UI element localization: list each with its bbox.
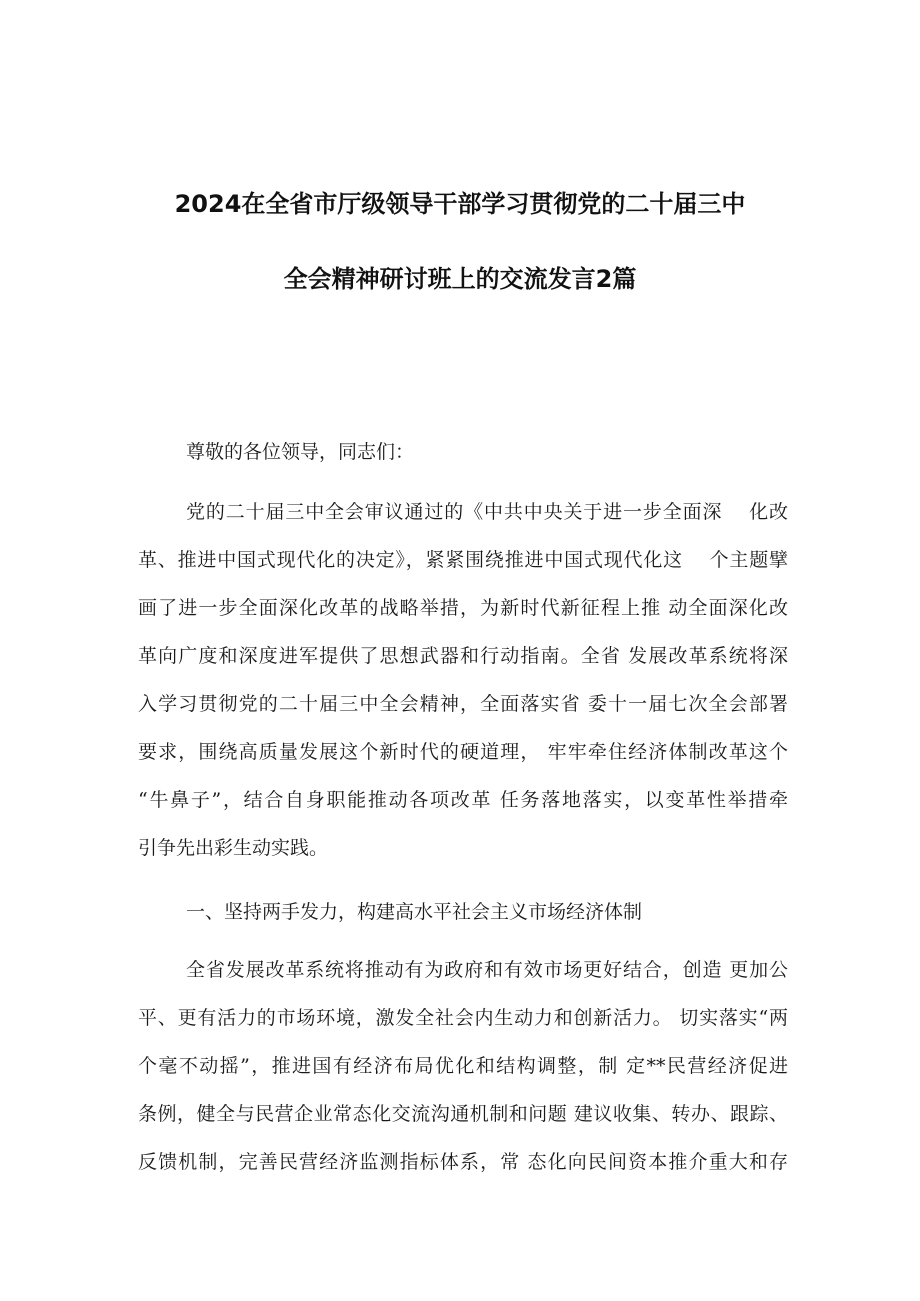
section-1-heading: 一、坚持两手发力，构建高水平社会主义市场经济体制 (186, 901, 643, 923)
paragraph-2-line-1: 全省发展改革系统将推动有为政府和有效市场更好结合，创造 更加公 (186, 959, 788, 981)
paragraph-1-line-3: 画了进一步全面深化改革的战略举措，为新时代新征程上推 动全面深化改 (138, 597, 788, 619)
paragraph-2-line-3: 个毫不动摇”，推进国有经济布局优化和结构调整，制 定**民营经济促进 (138, 1055, 788, 1077)
paragraph-1-line-5: 入学习贯彻党的二十届三中全会精神，全面落实省 委十一届七次全会部署 (138, 693, 788, 715)
paragraph-1-line-1: 党的二十届三中全会审议通过的《中共中央关于进一步全面深 化改 (186, 501, 788, 523)
paragraph-1-line-2: 革、推进中国式现代化的决定》，紧紧围绕推进中国式现代化这 个主题擘 (138, 549, 788, 571)
paragraph-1-line-7: “牛鼻子”，结合自身职能推动各项改革 任务落地落实，以变革性举措牵 (138, 789, 788, 811)
paragraph-2-line-4: 条例，健全与民营企业常态化交流沟通机制和问题 建议收集、转办、跟踪、 (138, 1103, 788, 1125)
document-title-line-2: 全会精神研讨班上的交流发言2篇 (283, 265, 637, 293)
paragraph-1-line-8: 引争先出彩生动实践。 (138, 837, 329, 859)
paragraph-2-line-5: 反馈机制，完善民营经济监测指标体系，常 态化向民间资本推介重大和存 (138, 1151, 788, 1173)
paragraph-2-line-2: 平、更有活力的市场环境，激发全社会内生动力和创新活力。 切实落实“两 (138, 1007, 788, 1029)
paragraph-1-line-4: 革向广度和深度进军提供了思想武器和行动指南。全省 发展改革系统将深 (138, 645, 788, 667)
salutation: 尊敬的各位领导，同志们： (186, 441, 415, 463)
document-title-line-1: 2024在全省市厅级领导干部学习贯彻党的二十届三中 (174, 190, 746, 218)
paragraph-1-line-6: 要求，围绕高质量发展这个新时代的硬道理， 牢牢牵住经济体制改革这个 (138, 741, 788, 763)
